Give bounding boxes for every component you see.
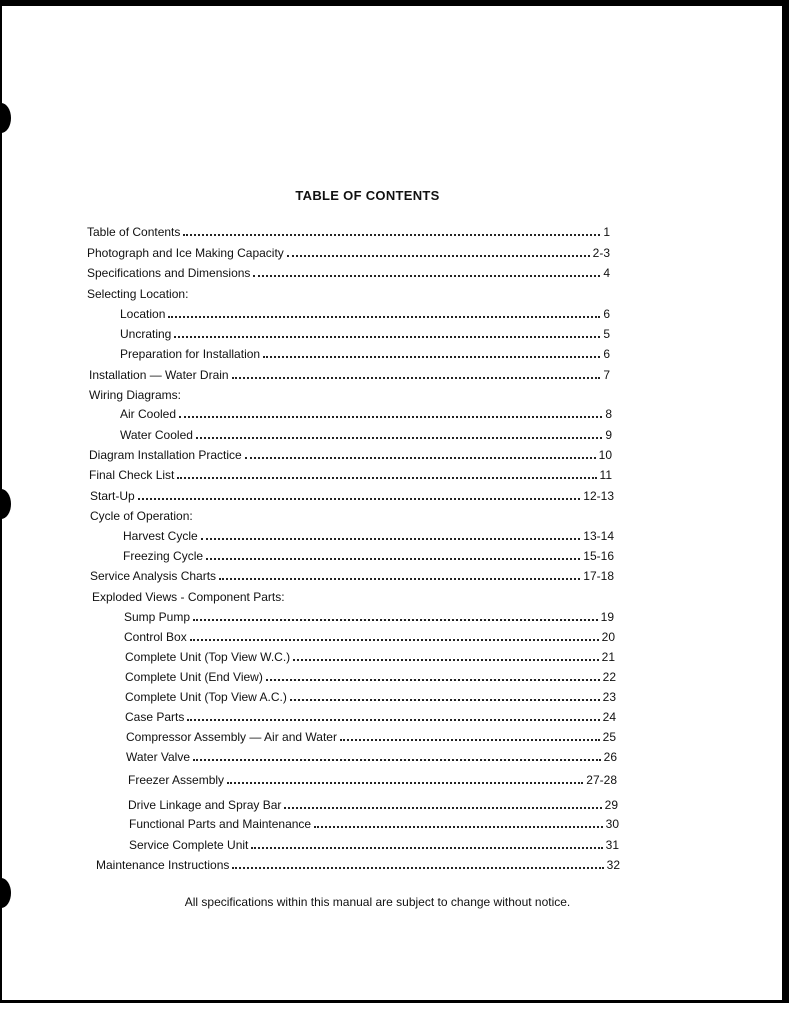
entry-label: Final Check List: [89, 468, 175, 482]
toc-entry-location: [120, 306, 610, 322]
entry-page: 1: [603, 225, 610, 239]
entry-label: Maintenance Instructions: [96, 858, 230, 872]
entry-label: Water Valve: [126, 750, 191, 764]
toc-heading-selecting-location: [87, 286, 610, 302]
leader-dots: [177, 468, 596, 479]
toc-entry-freezer-assembly: [128, 772, 617, 788]
entry-page: 4: [603, 266, 610, 280]
toc-entry-compressor-assembly: [126, 729, 616, 745]
entry-page: 26: [603, 750, 617, 764]
entry-label: Freezing Cycle: [123, 549, 204, 563]
toc-entry-harvest-cycle: [123, 528, 614, 544]
leader-dots: [284, 798, 601, 809]
entry-label: Functional Parts and Maintenance: [129, 817, 312, 831]
toc-entry-specifications: [87, 265, 610, 281]
leader-dots: [266, 670, 600, 681]
toc-heading-exploded-views: [92, 589, 614, 605]
leader-dots: [196, 428, 602, 439]
page-title: TABLE OF CONTENTS: [295, 188, 440, 203]
entry-page: 11: [599, 468, 612, 482]
entry-label: Table of Contents: [87, 225, 181, 239]
entry-page: 27-28: [586, 773, 617, 787]
entry-label: Location: [120, 307, 166, 321]
entry-page: 20: [601, 630, 615, 644]
entry-page: 31: [605, 838, 619, 852]
entry-label: Complete Unit (Top View A.C.): [125, 690, 287, 704]
footnote: All specifications within this manual are subject to change without notice.: [184, 895, 571, 909]
leader-dots: [201, 529, 581, 540]
entry-label: Sump Pump: [124, 610, 191, 624]
entry-label: Compressor Assembly — Air and Water: [126, 730, 337, 744]
entry-page: 5: [603, 327, 610, 341]
entry-page: 13-14: [583, 529, 614, 543]
entry-label: Case Parts: [125, 710, 185, 724]
toc-entry-service-complete-unit: [129, 837, 619, 853]
entry-page: 17-18: [583, 569, 614, 583]
entry-page: 9: [605, 428, 612, 442]
entry-label: Installation — Water Drain: [89, 368, 229, 382]
toc-entry-sump-pump: [124, 609, 614, 625]
entry-label: Service Analysis Charts: [90, 569, 217, 583]
toc-entry-complete-unit-top-ac: [125, 689, 616, 705]
entry-label: Selecting Location:: [87, 287, 189, 301]
leader-dots: [290, 690, 600, 701]
leader-dots: [187, 710, 599, 721]
toc-heading-cycle-of-operation: [90, 508, 614, 524]
entry-label: Cycle of Operation:: [90, 509, 193, 523]
toc-entry-water-valve: [126, 749, 617, 765]
entry-label: Complete Unit (End View): [125, 670, 263, 684]
leader-dots: [174, 327, 600, 338]
toc-entry-start-up: [90, 488, 614, 504]
toc-heading-wiring-diagrams: [89, 387, 610, 403]
leader-dots: [138, 489, 581, 500]
entry-label: Service Complete Unit: [129, 838, 249, 852]
entry-label: Freezer Assembly: [128, 773, 225, 787]
entry-label: Complete Unit (Top View W.C.): [125, 650, 291, 664]
leader-dots: [287, 246, 590, 257]
leader-dots: [193, 610, 598, 621]
entry-label: Harvest Cycle: [123, 529, 198, 543]
toc-entry-functional-parts: [129, 816, 619, 832]
leader-dots: [314, 817, 603, 828]
leader-dots: [168, 307, 600, 318]
leader-dots: [219, 569, 580, 580]
entry-label: Photograph and Ice Making Capacity: [87, 246, 284, 260]
entry-page: 10: [598, 448, 612, 462]
leader-dots: [232, 858, 603, 869]
entry-page: 29: [604, 798, 618, 812]
leader-dots: [193, 750, 601, 761]
entry-page: 32: [606, 858, 620, 872]
toc-entry-freezing-cycle: [123, 548, 614, 564]
entry-label: Wiring Diagrams:: [89, 388, 182, 402]
leader-dots: [293, 650, 598, 661]
toc-entry-air-cooled: [120, 406, 612, 422]
toc-entry-water-cooled: [120, 427, 612, 443]
leader-dots: [206, 549, 580, 560]
leader-dots: [190, 630, 599, 641]
toc-entry-diagram-installation: [89, 447, 612, 463]
entry-page: 25: [602, 730, 616, 744]
entry-page: 8: [605, 407, 612, 421]
toc-entry-preparation: [120, 346, 610, 362]
toc-entry-uncrating: [120, 326, 610, 342]
entry-page: 6: [603, 347, 610, 361]
toc-entry-table-of-contents: [87, 224, 610, 240]
entry-page: 15-16: [583, 549, 614, 563]
entry-page: 21: [601, 650, 615, 664]
entry-label: Air Cooled: [120, 407, 177, 421]
entry-page: 24: [602, 710, 616, 724]
toc-entry-case-parts: [125, 709, 616, 725]
entry-page: 30: [605, 817, 619, 831]
entry-label: Exploded Views - Component Parts:: [92, 590, 285, 604]
toc-entry-installation: [89, 367, 610, 383]
entry-label: Drive Linkage and Spray Bar: [128, 798, 282, 812]
toc-entry-maintenance-instructions: [96, 857, 620, 873]
entry-page: 19: [600, 610, 614, 624]
toc-entry-complete-unit-top-wc: [125, 649, 615, 665]
toc-entry-final-check-list: [89, 467, 612, 483]
toc-entry-photograph: [87, 245, 610, 261]
leader-dots: [227, 773, 583, 784]
toc-entry-service-analysis: [90, 568, 614, 584]
entry-page: 23: [602, 690, 616, 704]
leader-dots: [251, 838, 602, 849]
entry-page: 6: [603, 307, 610, 321]
entry-page: 7: [603, 368, 610, 382]
toc-entry-complete-unit-end: [125, 669, 616, 685]
entry-page: 2-3: [592, 246, 610, 260]
leader-dots: [263, 347, 600, 358]
entry-label: Uncrating: [120, 327, 172, 341]
leader-dots: [232, 368, 601, 379]
leader-dots: [340, 730, 600, 741]
entry-label: Control Box: [124, 630, 187, 644]
toc-entry-drive-linkage: [128, 797, 618, 813]
entry-page: 22: [602, 670, 616, 684]
entry-label: Water Cooled: [120, 428, 193, 442]
entry-page: 12-13: [583, 489, 614, 503]
leader-dots: [183, 225, 600, 236]
entry-label: Diagram Installation Practice: [89, 448, 242, 462]
entry-label: Start-Up: [90, 489, 135, 503]
entry-label: Specifications and Dimensions: [87, 266, 251, 280]
leader-dots: [179, 407, 602, 418]
leader-dots: [245, 448, 596, 459]
entry-label: Preparation for Installation: [120, 347, 261, 361]
leader-dots: [253, 266, 600, 277]
toc-entry-control-box: [124, 629, 615, 645]
